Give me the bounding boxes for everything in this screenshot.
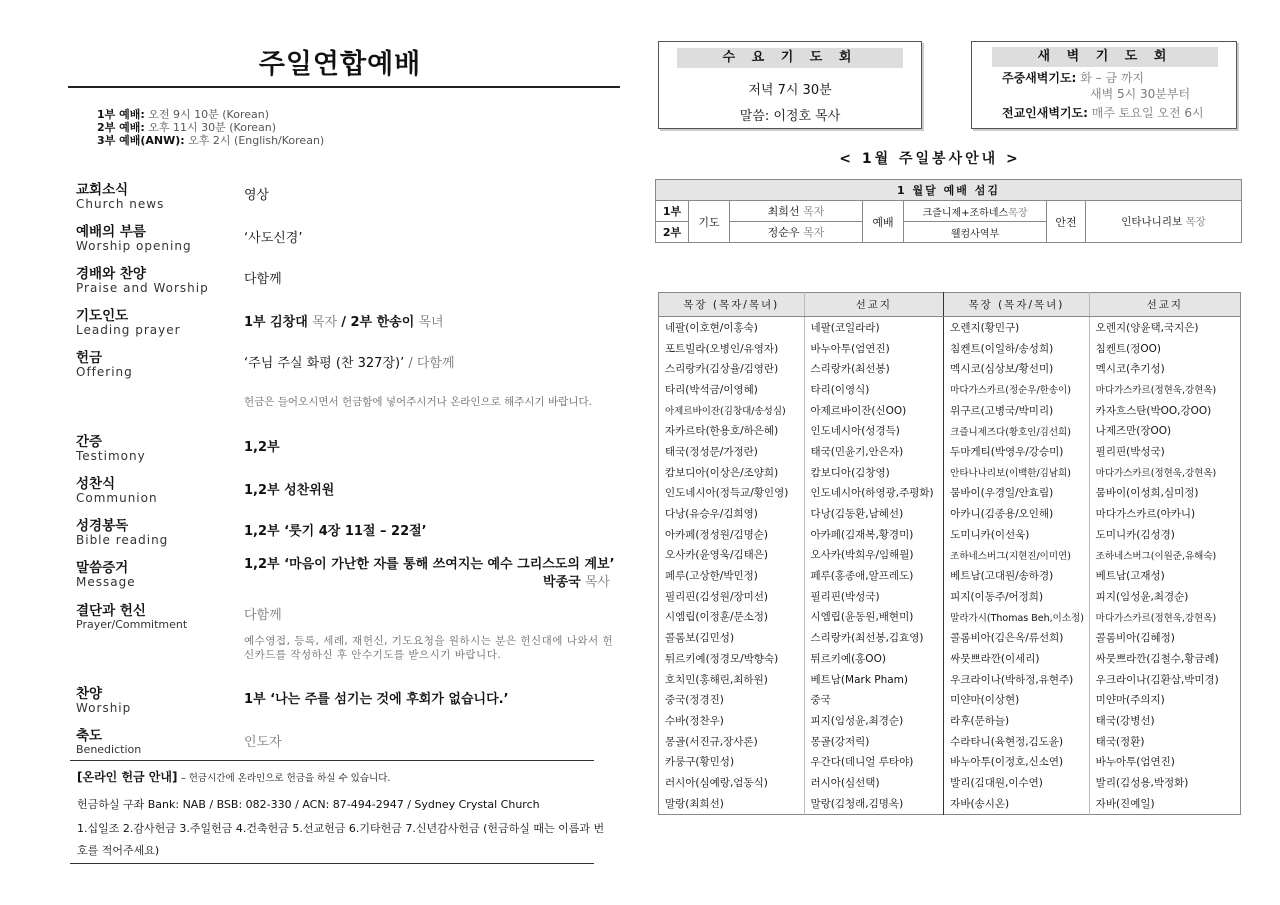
mission-cell: 싸뭇쁘라깐(김철수,황금례) (1089, 648, 1240, 669)
col-header-mission-1: 선교지 (804, 293, 944, 317)
mission-cell: 마다가스카르(정현욱,강현옥) (1089, 379, 1240, 400)
serve-table-head: 1 월달 예배 섬김 (656, 180, 1242, 201)
mission-cell: 우간다(데니얼 루타야) (804, 751, 944, 772)
mokjang-cell: 안타나나리보(이백한/김남희) (944, 462, 1090, 483)
mission-cell: 침켄트(정OO) (1089, 338, 1240, 359)
table-row (659, 358, 1241, 379)
mokjang-cell: 다낭(유승우/김희영) (665, 508, 758, 521)
mokjang-cell: 위구르(고병국/박미리) (944, 400, 1090, 421)
mission-cell: 다낭(김동환,남혜선) (804, 503, 944, 524)
mokjang-cell: 말랑(최희선) (665, 797, 724, 810)
mission-cell: 마다가스카르(정현욱,강현옥) (1089, 607, 1240, 628)
mokjang-cell: 싸뭇쁘라깐(이세리) (944, 648, 1090, 669)
table-row (659, 586, 1241, 607)
mission-cell: 우크라이나(김환삼,박미경) (1089, 669, 1240, 690)
order-communion: 성찬식 Communion (76, 476, 158, 505)
mission-cell: 시엠립(윤동원,배현미) (804, 607, 944, 628)
table-row (659, 317, 1241, 338)
table-row (659, 441, 1241, 462)
mission-cell: 미얀마(주의지) (1089, 689, 1240, 710)
mokjang-cell: 중국(정경진) (665, 694, 724, 707)
mokjang-cell: 시엠립(이정훈/문소정) (665, 611, 769, 624)
mission-cell: 도미니카(김성경) (1089, 524, 1240, 545)
order-leading-prayer-content: 1부 김창대 목자 / 2부 한송이 목녀 (244, 315, 444, 330)
order-worship-opening: 예배의 부름 Worship opening (76, 224, 192, 253)
wednesday-prayer-preacher: 말씀: 이정호 목사 (739, 109, 841, 124)
wednesday-prayer-head: 수 요 기 도 회 (677, 48, 903, 68)
mission-cell: 캄보디아(김창영) (804, 462, 944, 483)
table-row (659, 669, 1241, 690)
mokjang-cell: 우크라이나(박하정,유현주) (944, 669, 1090, 690)
mokjang-cell: 수바(정찬우) (665, 714, 724, 727)
table-row (659, 420, 1241, 441)
dawn-prayer-box (971, 41, 1237, 129)
order-benediction-content: 인도자 (244, 735, 282, 750)
mission-cell: 나제즈만(장OO) (1089, 420, 1240, 441)
table-row (659, 483, 1241, 504)
mokjang-cell: 크즐니제즈다(황호인/김선희) (944, 420, 1090, 441)
mission-cell: 마다가스카르(정현욱,강현옥) (1089, 462, 1240, 483)
mission-cell: 조하네스버그(이원준,유해숙) (1089, 545, 1240, 566)
table-row (659, 710, 1241, 731)
order-worship-opening-content: ‘사도신경’ (244, 231, 303, 246)
mission-cell: 말랑(김청래,김명옥) (804, 793, 944, 814)
mission-cell: 카자흐스탄(박OO,강OO) (1089, 400, 1240, 421)
commitment-note: 예수영접, 등록, 세례, 재헌신, 기도요청을 원하시는 분은 헌신대에 나와서 헌신카드를 작성하신 후 안수기도를 받으시기 바랍니다. (244, 635, 614, 661)
order-benediction: 축도 Benediction (76, 728, 142, 756)
mokjang-cell: 발리(김대원,이수연) (944, 772, 1090, 793)
col-header-mission-2: 선교지 (1089, 293, 1240, 317)
serve-guide-title: < 1월 주일봉사안내 > (839, 151, 1021, 167)
table-row (659, 565, 1241, 586)
mission-cell: 몽골(강저릭) (804, 731, 944, 752)
dawn-prayer-head: 새 벽 기 도 회 (992, 47, 1218, 67)
order-worship-song: 찬양 Worship (76, 686, 132, 715)
mokjang-cell: 수라타니(육현정,김도윤) (944, 731, 1090, 752)
mokjang-cell: 캄보디아(이상은/조양희) (665, 466, 779, 479)
mission-cell: 자바(진예일) (1089, 793, 1240, 814)
mokjang-cell: 말라가시(Thomas Beh,이소정) (944, 607, 1090, 628)
mokjang-cell: 조하네스버그(지현진/이미연) (944, 545, 1090, 566)
mokjang-cell: 네팔(이호현/이홍숙) (665, 321, 758, 334)
mission-cell: 필리핀(박성국) (1089, 441, 1240, 462)
table-row (659, 462, 1241, 483)
mission-cell: 러시아(심선택) (804, 772, 944, 793)
online-offering-types-cont: 호를 적어주세요) (77, 844, 160, 857)
mokjang-cell: 콜롬비아(김은옥/류선희) (944, 627, 1090, 648)
mokjang-cell: 카룽구(황민성) (665, 756, 735, 769)
mission-cell: 튀르키예(홍OO) (804, 648, 944, 669)
order-testimony-content: 1,2부 (244, 440, 280, 455)
serve-table (655, 179, 1242, 243)
mission-cell: 필리핀(박성국) (804, 586, 944, 607)
mokjang-cell: 튀르키예(정경모/박향숙) (665, 652, 779, 665)
mokjang-cell: 베트남(고대원/송하경) (944, 565, 1090, 586)
table-row (659, 648, 1241, 669)
table-row (659, 524, 1241, 545)
table-row (659, 793, 1241, 814)
service-time-2: 2부 예배: 오후 11시 30분 (Korean) (97, 121, 276, 134)
order-offering-content: ‘주님 주실 화평 (찬 327장)’ / 다함께 (244, 356, 455, 371)
table-row (659, 545, 1241, 566)
mission-cell: 마다가스카르(아카니) (1089, 503, 1240, 524)
wednesday-prayer-time: 저녁 7시 30분 (748, 83, 832, 98)
missionary-table (658, 292, 1241, 815)
table-row (659, 751, 1241, 772)
wednesday-prayer-box (658, 41, 922, 129)
mission-cell: 태국(정환) (1089, 731, 1240, 752)
mission-cell: 태국(민윤기,안은자) (804, 441, 944, 462)
order-communion-content: 1,2부 성찬위원 (244, 483, 335, 498)
mokjang-cell: 필리핀(김성원/장미선) (665, 590, 769, 603)
table-row (659, 731, 1241, 752)
table-row: 2부 정순우 목자 웰컴사역부 (656, 222, 1242, 243)
order-commitment-content: 다함께 (244, 608, 282, 623)
order-church-news-content: 영상 (244, 188, 270, 203)
order-bible-reading: 성경봉독 Bible reading (76, 518, 169, 547)
table-row (659, 607, 1241, 628)
order-church-news: 교회소식 Church news (76, 182, 165, 211)
mission-cell: 멕시코(추기성) (1089, 358, 1240, 379)
mission-cell: 피지(임성윤,최경순) (1089, 586, 1240, 607)
order-praise-content: 다함께 (244, 272, 282, 287)
mokjang-cell: 포트빌라(오병인/유영자) (665, 342, 779, 355)
mission-cell: 바누아투(엄연진) (804, 338, 944, 359)
mission-cell: 뭄바이(이성희,심미정) (1089, 483, 1240, 504)
dawn-allchurch: 전교인새벽기도: 매주 토요일 오전 6시 (1002, 106, 1204, 120)
dawn-weekday-time: 새벽 5시 30분부터 (1090, 87, 1191, 101)
mokjang-cell: 바누아투(이정호,신소연) (944, 751, 1090, 772)
mission-cell: 중국 (804, 689, 944, 710)
online-offering-head: [온라인 헌금 안내] – 헌금시간에 온라인으로 헌금을 하실 수 있습니다. (77, 770, 391, 784)
order-praise: 경배와 찬양 Praise and Worship (76, 266, 209, 295)
order-offering: 헌금 Offering (76, 350, 133, 379)
mokjang-cell: 자바(송시온) (944, 793, 1090, 814)
mokjang-cell: 미얀마(이상현) (944, 689, 1090, 710)
mokjang-cell: 피지(이동주/어정희) (944, 586, 1090, 607)
mokjang-cell: 오사카(윤영욱/김태은) (665, 549, 769, 562)
mission-cell: 발리(김성용,박정화) (1089, 772, 1240, 793)
mokjang-cell: 인도네시아(정득교/황인영) (665, 487, 789, 500)
table-row (659, 379, 1241, 400)
mokjang-cell: 러시아(심예랑,엄동식) (665, 776, 768, 789)
table-row (659, 689, 1241, 710)
mokjang-cell: 스리랑카(김상율/김영란) (665, 363, 779, 376)
mokjang-cell: 태국(정성문/가정란) (665, 445, 758, 458)
table-row (659, 772, 1241, 793)
mission-cell: 베트남(고재성) (1089, 565, 1240, 586)
mission-cell: 오사카(박희우/임해월) (804, 545, 944, 566)
mokjang-cell: 타리(박석금/이영혜) (665, 383, 758, 396)
mokjang-cell: 마다가스카르(정순우/한송이) (944, 379, 1090, 400)
table-row (659, 400, 1241, 421)
online-bank-info: 헌금하실 구좌 Bank: NAB / BSB: 082-330 / ACN: 87-494-2947 / Sydney Crystal Church (77, 798, 540, 811)
mokjang-cell: 호치민(홍해린,최하원) (665, 673, 768, 686)
mission-cell: 태국(강병선) (1089, 710, 1240, 731)
mokjang-cell: 아카니(김종용/오인해) (944, 503, 1090, 524)
mission-cell: 피지(임성윤,최경순) (804, 710, 944, 731)
offering-note: 헌금은 들어오시면서 헌금함에 넣어주시거나 온라인으로 해주시기 바랍니다. (244, 396, 592, 408)
mission-cell: 인도네시아(성경득) (804, 420, 944, 441)
mokjang-cell: 자카르타(한용호/하은혜) (665, 425, 779, 438)
mokjang-cell: 오렌지(황민구) (944, 317, 1090, 338)
mission-cell: 베트남(Mark Pham) (804, 669, 944, 690)
online-offering-types: 1.십일조 2.감사헌금 3.주일헌금 4.건축헌금 5.선교헌금 6.기타헌금 7.신년감사헌금 (헌금하실 때는 이름과 번 (77, 822, 605, 835)
mokjang-cell: 아카페(정성원/김명순) (665, 528, 769, 541)
service-time-1: 1부 예배: 오전 9시 10분 (Korean) (97, 108, 269, 121)
mission-cell: 오렌지(양윤택,국지은) (1089, 317, 1240, 338)
mission-cell: 바누아투(엄연진) (1089, 751, 1240, 772)
order-commitment: 결단과 헌신 Prayer/Commitment (76, 603, 188, 631)
order-bible-reading-content: 1,2부 ‘룻기 4장 11절 – 22절’ (244, 524, 427, 539)
order-testimony: 간증 Testimony (76, 434, 146, 463)
table-row: 1부 기도 최희선 목자 예배 크즐니제+조하네스목장 안전 인타나니리보 목장 (656, 201, 1242, 222)
mission-cell: 타리(이영식) (804, 379, 944, 400)
order-leading-prayer: 기도인도 Leading prayer (76, 308, 181, 337)
mokjang-cell: 몽골(서진규,장사론) (665, 735, 758, 748)
mokjang-cell: 라후(문하늘) (944, 710, 1090, 731)
mokjang-cell: 침켄트(이일하/송성희) (944, 338, 1090, 359)
mission-cell: 콜롬비아(김혜정) (1089, 627, 1240, 648)
col-header-mokjang-1: 목장 (목자/목녀) (659, 293, 805, 317)
message-speaker: 박종국 목사 (543, 575, 610, 590)
table-row (659, 627, 1241, 648)
title-divider (68, 86, 620, 88)
order-message: 말씀증거 Message (76, 560, 136, 589)
col-header-mokjang-2: 목장 (목자/목녀) (944, 293, 1090, 317)
order-message-content: 1,2부 ‘마음이 가난한 자를 통해 쓰여지는 예수 그리스도의 계보’ (244, 557, 615, 572)
dawn-weekday: 주중새벽기도: 화 – 금 까지 (1002, 71, 1144, 85)
mokjang-cell: 페루(고상한/박민정) (665, 570, 758, 583)
mission-cell: 인도네시아(하영광,주평화) (804, 483, 944, 504)
service-time-3: 3부 예배(ANW): 오후 2시 (English/Korean) (97, 134, 325, 147)
mokjang-cell: 멕시코(심상보/황선미) (944, 358, 1090, 379)
table-row (659, 338, 1241, 359)
mission-cell: 아제르바이잔(신OO) (804, 400, 944, 421)
mission-cell: 네팔(코일라라) (804, 317, 944, 338)
mission-cell: 아카페(김재복,황경미) (804, 524, 944, 545)
page-title: 주일연합예배 (258, 49, 422, 80)
mokjang-cell: 두마게티(박영우/강승미) (944, 441, 1090, 462)
mission-cell: 스리랑카(최선봉,김효영) (804, 627, 944, 648)
table-row (659, 503, 1241, 524)
mokjang-cell: 뭄바이(우경일/안효림) (944, 483, 1090, 504)
mission-cell: 스리랑카(최선봉) (804, 358, 944, 379)
order-worship-song-content: 1부 ‘나는 주를 섬기는 것에 후회가 없습니다.’ (244, 692, 509, 707)
mokjang-cell: 아제르바이잔(김창대/송성심) (665, 406, 786, 418)
mission-cell: 페루(홍종애,알프레도) (804, 565, 944, 586)
mokjang-cell: 도미니카(이선욱) (944, 524, 1090, 545)
mokjang-cell: 콜롬보(김민성) (665, 632, 735, 645)
